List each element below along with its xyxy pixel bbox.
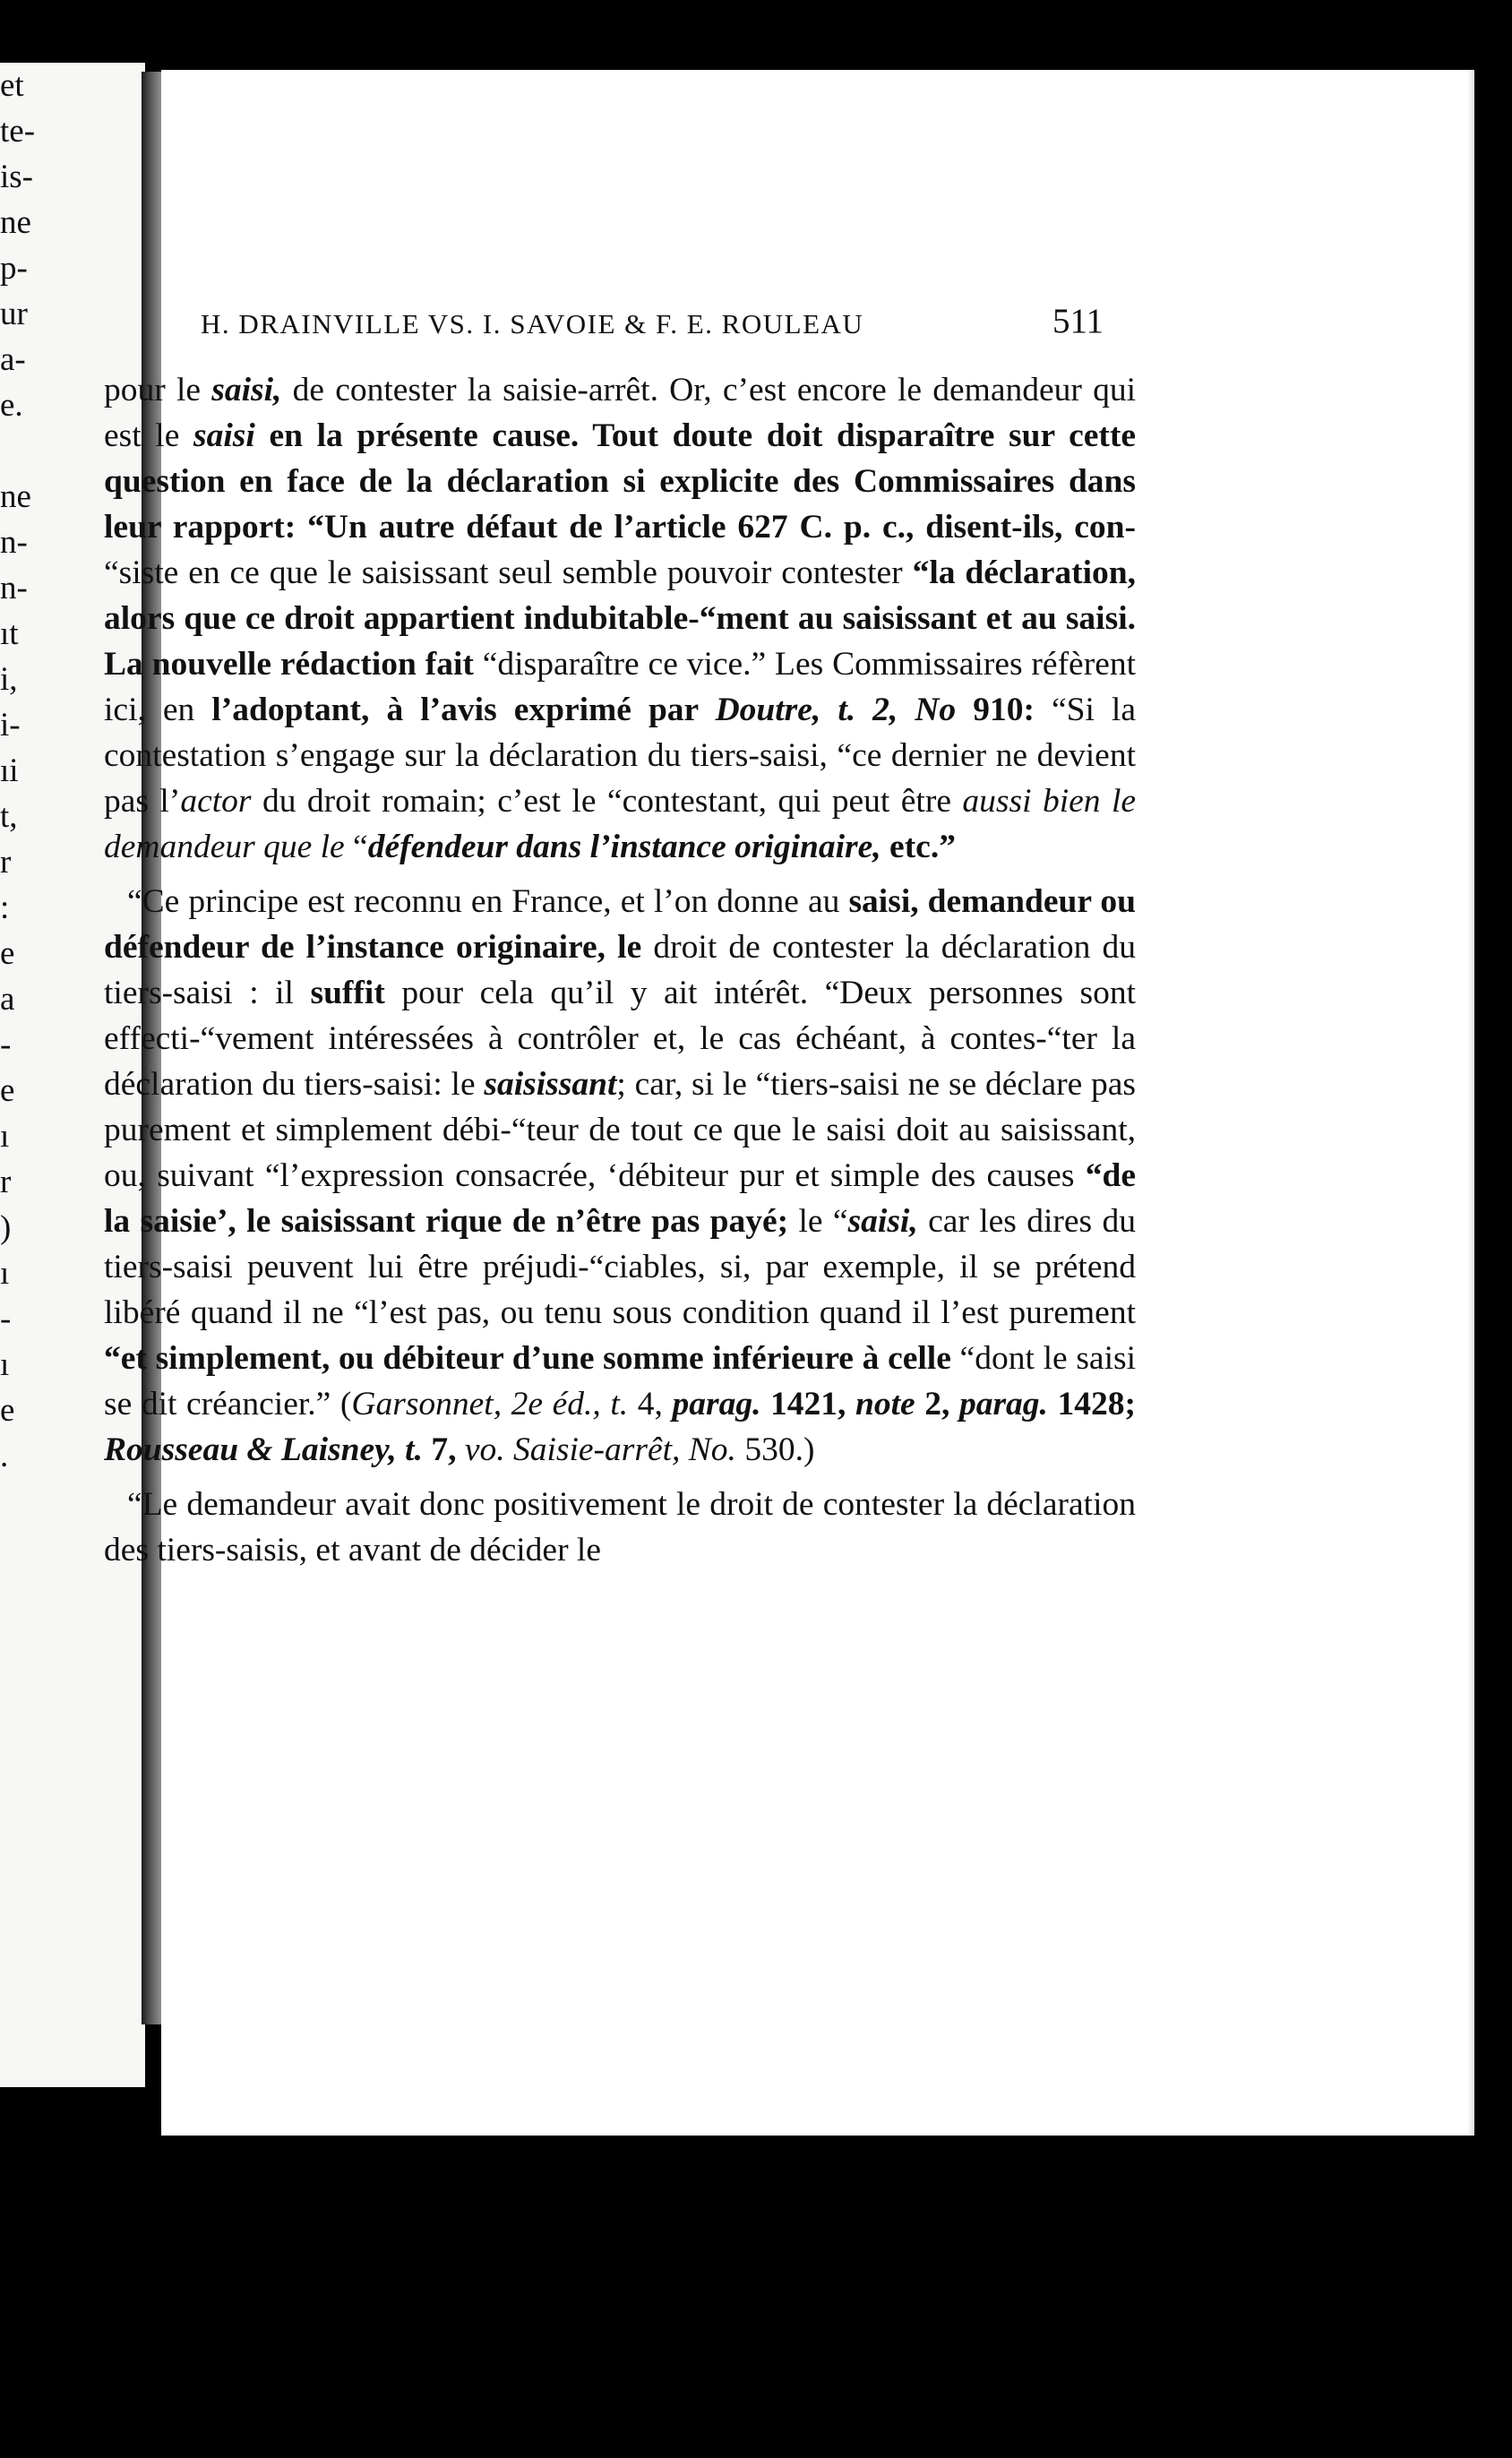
text-run: vo. Saisie-arrêt, No.: [464, 1431, 736, 1468]
paragraph: [104, 1482, 1136, 1573]
text-run: “et simplement, ou débiteur d’une somme inférieure à celle: [104, 1340, 951, 1377]
text-run: Doutre, t. 2, No: [715, 692, 957, 728]
text-run: “de la saisie’, le saisissant rique de n’être pas payé;: [104, 1157, 1136, 1240]
running-head: [201, 302, 1141, 340]
text-run: de contester la saisie-arrêt. Or, c’est encore le demandeur qui est le: [104, 372, 1136, 454]
text-run: Rousseau & Laisney, t.: [104, 1431, 423, 1468]
text-run: “la déclaration, alors que ce droit appartient indubitable-“ment au saisissant et au saisi. La nouvelle rédaction fait: [104, 554, 1136, 683]
text-run: “siste en ce que le saisissant seul semble pouvoir contester: [104, 554, 913, 591]
text-run: du droit romain; c’est le “contestant, qui peut être: [251, 783, 963, 820]
text-run: pour cela qu’il y ait intérêt. “Deux personnes sont effecti-“vement intéressées à contrôler et, le cas échéant, à contes-“ter la déclaration du tiers-saisi: le: [104, 975, 1136, 1103]
text-run: le “: [788, 1203, 848, 1240]
text-run: Tout doute doit disparaître sur cette question en face de la déclaration si explicite des Commissaires dans leur rapport:: [104, 417, 1136, 546]
text-run: saisi,: [847, 1203, 918, 1240]
text-run: saisi: [193, 417, 255, 454]
text-run: “Ce principe est reconnu en France, et l’on donne au: [127, 883, 849, 920]
paragraph: [104, 367, 1136, 870]
text-run: 910:: [956, 692, 1035, 728]
text-run: 1428;: [1047, 1386, 1137, 1422]
text-run: note: [855, 1386, 915, 1422]
text-run: parag.: [958, 1386, 1048, 1422]
text-run: ; car, si le “tiers-saisi ne se déclare pas purement et simplement débi-“teur de tout ce que le saisi doit au saisissant, ou, suivant “l’expression consacrée, ‘débiteur pur et simple des causes: [104, 1066, 1136, 1194]
text-run: “disparaître ce vice.” Les Commissaires réfèrent ici, en: [104, 646, 1137, 728]
text-run: 1421,: [760, 1386, 855, 1422]
text-run: 530.): [735, 1431, 815, 1468]
text-run: droit de contester la déclaration du tiers-saisi : il: [104, 929, 1136, 1011]
text-run: l’adoptant, à l’avis exprimé par: [211, 692, 716, 728]
text-run: “Le demandeur avait donc positivement le droit de contester la déclaration des tiers-saisis, et avant de décider le: [104, 1486, 1136, 1568]
text-run: 4,: [628, 1386, 673, 1422]
text-run: 2,: [915, 1386, 959, 1422]
text-run: “Si la contestation s’engage sur la déclaration du tiers-saisi, “ce dernier ne devient pas l’: [104, 692, 1136, 820]
text-run: “Un autre défaut de l’article 627 C. p. c., disent-ils, con-: [307, 509, 1136, 546]
text-run: suffit: [310, 975, 385, 1011]
page-number: 511: [1052, 302, 1104, 340]
text-run: 7,: [422, 1431, 465, 1468]
text-run: pour le: [104, 372, 212, 408]
body-text: [104, 367, 1136, 1573]
text-run: aussi bien le demandeur que le: [104, 783, 1137, 865]
text-run: etc.”: [881, 829, 956, 865]
text-run: défendeur dans l’instance originaire,: [367, 829, 881, 865]
text-run: “dont le saisi se dit créancier.” (: [104, 1340, 1137, 1422]
left-page-text-fragments: et te- is- ne p- ur a- e. ne n- n- ıt i, i- ıi t, r : e a - e ı r ) ı - ı e .: [0, 67, 36, 1474]
text-run: en la présente cause.: [254, 417, 593, 454]
page-edge-shadow: [1467, 70, 1474, 2136]
paragraph: [104, 879, 1136, 1473]
text-run: car les dires du tiers-saisi peuvent lui être préjudi-“ciables, si, par exemple, il se prétend libéré quand il ne “l’est pas, ou tenu sous condition quand il l’est purement: [104, 1203, 1136, 1331]
text-run: saisi,: [211, 372, 282, 408]
running-head-title: H. DRAINVILLE VS. I. SAVOIE & F. E. ROULEAU: [201, 308, 864, 339]
text-run: actor: [180, 783, 252, 820]
text-run: “: [344, 829, 368, 865]
text-run: Garsonnet, 2e éd., t.: [351, 1386, 629, 1422]
text-run: saisi, demandeur ou défendeur de l’instance originaire, le: [104, 883, 1137, 966]
text-run: parag.: [672, 1386, 761, 1422]
text-run: saisissant: [484, 1066, 617, 1103]
